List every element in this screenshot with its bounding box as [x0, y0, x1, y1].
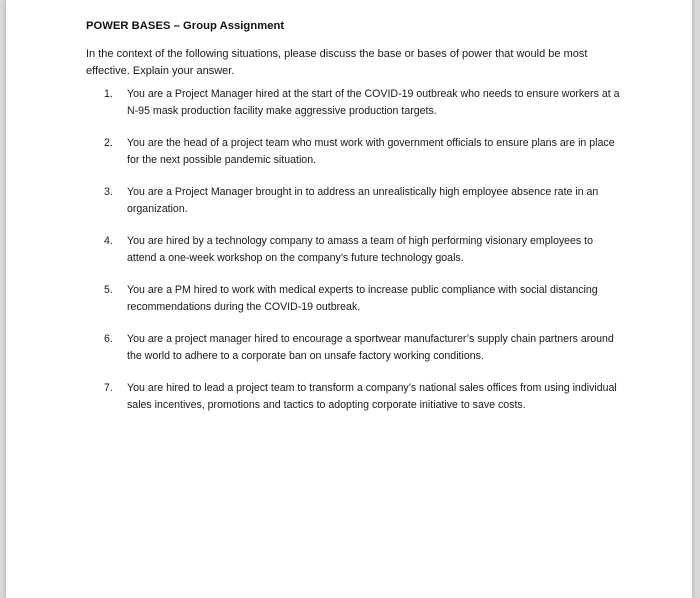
list-item — [104, 233, 624, 267]
item-number: 3. — [104, 186, 113, 198]
item-text: You are a Project Manager brought in to address an unrealistically high employee absence rate in an organization. — [127, 186, 599, 215]
item-text: You are a Project Manager hired at the start of the COVID-19 outbreak who needs to ensure workers at a N-95 mask production facility make aggressive production targets. — [127, 88, 620, 117]
item-text: You are a PM hired to work with medical experts to increase public compliance with social distancing recommendations during the COVID-19 outbreak. — [127, 284, 598, 313]
item-text: You are the head of a project team who must work with government officials to ensure plans are in place for the next possible pandemic situation. — [127, 137, 615, 166]
item-text: You are hired by a technology company to amass a team of high performing visionary employees to attend a one-week workshop on the company’s future technology goals. — [127, 235, 593, 264]
item-number: 6. — [104, 333, 113, 345]
document-title: POWER BASES – Group Assignment — [86, 20, 285, 32]
list-item — [104, 86, 624, 120]
item-text: You are a project manager hired to encourage a sportwear manufacturer’s supply chain partners around the world to adhere to a corporate ban on unsafe factory working conditions. — [127, 333, 614, 362]
item-number: 2. — [104, 137, 113, 149]
item-number: 7. — [104, 382, 113, 394]
document-intro: In the context of the following situations, please discuss the base or bases of power that would be most effective. Explain your answer. — [86, 48, 588, 77]
item-number: 5. — [104, 284, 113, 296]
item-number: 1. — [104, 88, 113, 100]
list-item — [104, 135, 624, 169]
document-page — [6, 0, 692, 598]
list-item — [104, 331, 624, 365]
list-item — [104, 282, 624, 316]
list-item — [104, 184, 624, 218]
item-number: 4. — [104, 235, 113, 247]
situation-list — [104, 86, 624, 429]
list-item — [104, 380, 624, 414]
item-text: You are hired to lead a project team to transform a company’s national sales offices from using individual sales incentives, promotions and tactics to adopting corporate initiative to save costs. — [127, 382, 617, 411]
